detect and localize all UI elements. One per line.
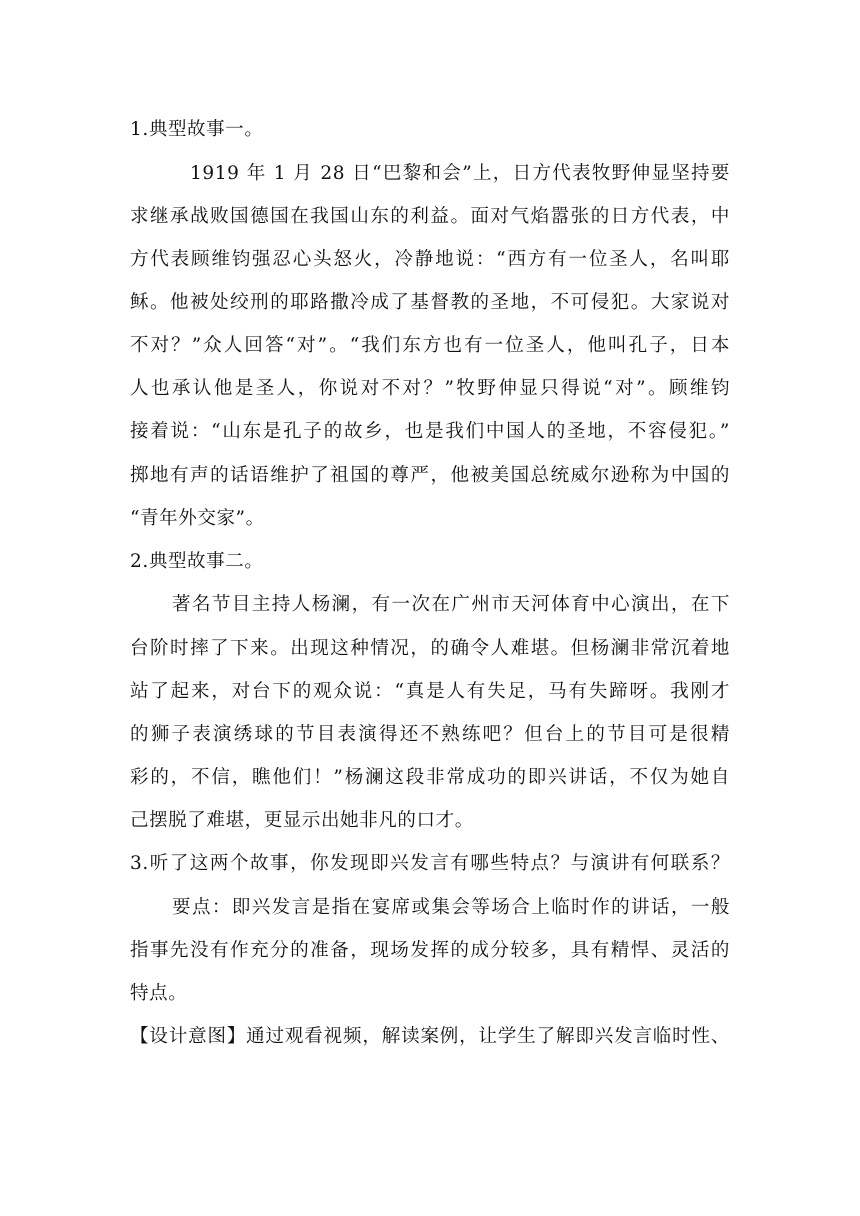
paragraph-line: “青年外交家”。: [130, 508, 265, 529]
heading-story-2: 2.典型故事二。: [130, 551, 264, 572]
paragraph-line: 著名节目主持人杨澜，有一次在广州市天河体育中心演出，在下: [172, 594, 730, 615]
paragraph-line: 掷地有声的话语维护了祖国的尊严，他被美国总统威尔逊称为中国的: [130, 465, 730, 486]
paragraph-line: 要点：即兴发言是指在宴席或集会等场合上临时作的讲话，一般: [172, 897, 730, 918]
paragraph-line: 的狮子表演绣球的节目表演得还不熟练吧？但台上的节目可是很精: [130, 724, 730, 745]
paragraph-line: 求继承战败国德国在我国山东的利益。面对气焰嚣张的日方代表，中: [130, 206, 730, 227]
paragraph-line: 彩的，不信，瞧他们！”杨澜这段非常成功的即兴讲话，不仅为她自: [130, 767, 730, 788]
paragraph-line: 稣。他被处绞刑的耶路撒冷成了基督教的圣地，不可侵犯。大家说对: [130, 292, 730, 313]
paragraph-line: 不对？”众人回答“对”。“我们东方也有一位圣人，他叫孔子，日本: [130, 335, 730, 356]
heading-story-1: 1.典型故事一。: [130, 119, 264, 140]
paragraph-line: 特点。: [130, 983, 188, 1004]
paragraph-line: 己摆脱了难堪，更显示出她非凡的口才。: [130, 810, 474, 831]
paragraph-line: 指事先没有作充分的准备，现场发挥的成分较多，具有精悍、灵活的: [130, 940, 730, 961]
paragraph-line: 台阶时摔了下来。出现这种情况，的确令人难堪。但杨澜非常沉着地: [130, 638, 730, 659]
paragraph-line: 站了起来，对台下的观众说：“真是人有失足，马有失蹄呀。我刚才: [130, 681, 730, 702]
heading-question-3: 3.听了这两个故事，你发现即兴发言有哪些特点？与演讲有何联系？: [130, 853, 730, 874]
paragraph-line: 1919 年 1 月 28 日“巴黎和会”上，日方代表牧野伸显坚持要: [190, 163, 730, 184]
paragraph-line: 方代表顾维钧强忍心头怒火，冷静地说：“西方有一位圣人，名叫耶: [130, 249, 730, 270]
paragraph-line: 接着说：“山东是孔子的故乡，也是我们中国人的圣地，不容侵犯。”: [130, 421, 730, 442]
paragraph-line: 人也承认他是圣人，你说对不对？”牧野伸显只得说“对”。顾维钧: [130, 378, 730, 399]
design-intent: 【设计意图】通过观看视频，解读案例，让学生了解即兴发言临时性、: [130, 1026, 730, 1047]
